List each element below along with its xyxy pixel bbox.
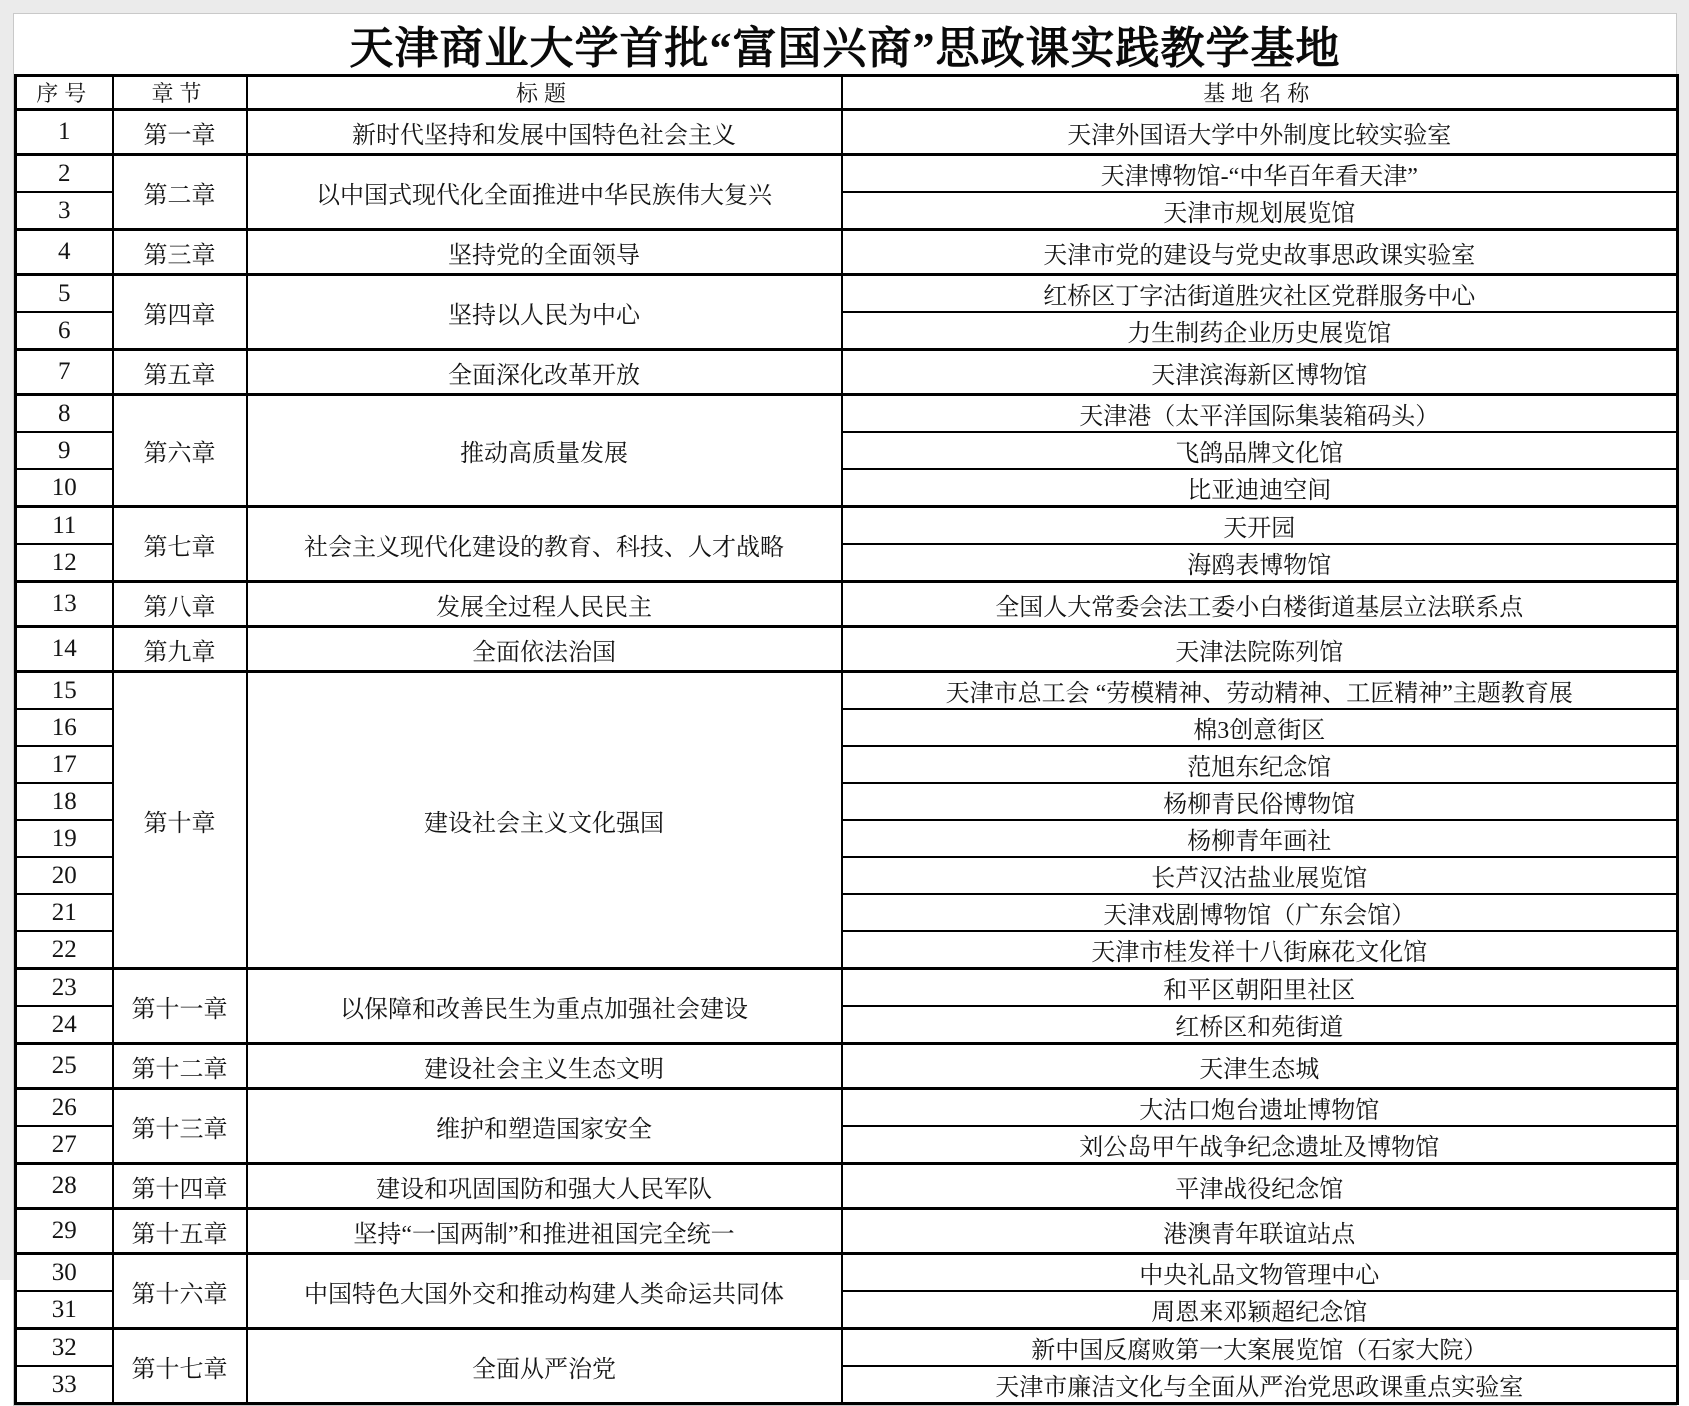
cell-serial: 27 <box>16 1126 113 1164</box>
table-header <box>16 76 1678 110</box>
table-row <box>16 507 1678 545</box>
cell-base-name: 天津法院陈列馆 <box>842 627 1678 672</box>
cell-base-name: 棉3创意街区 <box>842 709 1678 746</box>
table-row <box>16 1254 1678 1292</box>
table-row <box>16 110 1678 155</box>
cell-chapter-title: 全面依法治国 <box>247 627 842 672</box>
cell-base-name: 天津市桂发祥十八街麻花文化馆 <box>842 931 1678 969</box>
cell-serial: 17 <box>16 746 113 783</box>
cell-base-name: 天津市总工会 “劳模精神、劳动精神、工匠精神”主题教育展 <box>842 672 1678 710</box>
cell-serial: 2 <box>16 155 113 193</box>
table-row <box>16 1089 1678 1127</box>
cell-chapter-title: 维护和塑造国家安全 <box>247 1089 842 1164</box>
cell-base-name: 海鸥表博物馆 <box>842 544 1678 582</box>
cell-serial: 20 <box>16 857 113 894</box>
cell-serial: 19 <box>16 820 113 857</box>
cell-chapter: 第七章 <box>113 507 247 582</box>
cell-chapter-title: 建设和巩固国防和强大人民军队 <box>247 1164 842 1209</box>
cell-chapter-title: 坚持党的全面领导 <box>247 230 842 275</box>
cell-serial: 5 <box>16 275 113 313</box>
cell-serial: 21 <box>16 894 113 931</box>
table-row <box>16 350 1678 395</box>
cell-base-name: 红桥区和苑街道 <box>842 1006 1678 1044</box>
cell-base-name: 范旭东纪念馆 <box>842 746 1678 783</box>
spreadsheet <box>13 13 1677 1406</box>
cell-serial: 26 <box>16 1089 113 1127</box>
cell-base-name: 天津生态城 <box>842 1044 1678 1089</box>
cell-serial: 6 <box>16 312 113 350</box>
table-row <box>16 1209 1678 1254</box>
cell-base-name: 杨柳青年画社 <box>842 820 1678 857</box>
column-header-serial: 序号 <box>16 76 113 110</box>
cell-base-name: 比亚迪迪空间 <box>842 469 1678 507</box>
cell-chapter: 第十章 <box>113 672 247 969</box>
cell-base-name: 港澳青年联谊站点 <box>842 1209 1678 1254</box>
table-row <box>16 230 1678 275</box>
cell-base-name: 刘公岛甲午战争纪念遗址及博物馆 <box>842 1126 1678 1164</box>
cell-base-name: 天津戏剧博物馆（广东会馆） <box>842 894 1678 931</box>
cell-serial: 33 <box>16 1366 113 1404</box>
cell-chapter: 第二章 <box>113 155 247 230</box>
cell-base-name: 天津市廉洁文化与全面从严治党思政课重点实验室 <box>842 1366 1678 1404</box>
cell-serial: 9 <box>16 432 113 469</box>
cell-serial: 23 <box>16 969 113 1007</box>
cell-base-name: 飞鸽品牌文化馆 <box>842 432 1678 469</box>
cell-base-name: 天津港（太平洋国际集装箱码头） <box>842 395 1678 433</box>
cell-chapter: 第十七章 <box>113 1329 247 1404</box>
header-row <box>16 76 1678 110</box>
cell-base-name: 天津市规划展览馆 <box>842 192 1678 230</box>
cell-chapter-title: 建设社会主义生态文明 <box>247 1044 842 1089</box>
cell-serial: 14 <box>16 627 113 672</box>
cell-serial: 8 <box>16 395 113 433</box>
cell-serial: 25 <box>16 1044 113 1089</box>
cell-chapter: 第四章 <box>113 275 247 350</box>
cell-base-name: 平津战役纪念馆 <box>842 1164 1678 1209</box>
cell-chapter-title: 以保障和改善民生为重点加强社会建设 <box>247 969 842 1044</box>
cell-chapter-title: 坚持以人民为中心 <box>247 275 842 350</box>
cell-base-name: 长芦汉沽盐业展览馆 <box>842 857 1678 894</box>
cell-serial: 13 <box>16 582 113 627</box>
cell-chapter-title: 发展全过程人民民主 <box>247 582 842 627</box>
column-header-base-name: 基地名称 <box>842 76 1678 110</box>
cell-base-name: 全国人大常委会法工委小白楼街道基层立法联系点 <box>842 582 1678 627</box>
cell-chapter: 第十二章 <box>113 1044 247 1089</box>
cell-serial: 31 <box>16 1291 113 1329</box>
cell-chapter-title: 全面深化改革开放 <box>247 350 842 395</box>
column-header-chapter: 章节 <box>113 76 247 110</box>
cell-serial: 16 <box>16 709 113 746</box>
cell-chapter: 第十五章 <box>113 1209 247 1254</box>
cell-chapter-title: 推动高质量发展 <box>247 395 842 507</box>
cell-chapter-title: 建设社会主义文化强国 <box>247 672 842 969</box>
cell-base-name: 杨柳青民俗博物馆 <box>842 783 1678 820</box>
cell-serial: 30 <box>16 1254 113 1292</box>
table-row <box>16 275 1678 313</box>
cell-base-name: 力生制药企业历史展览馆 <box>842 312 1678 350</box>
cell-chapter-title: 全面从严治党 <box>247 1329 842 1404</box>
page-title: 天津商业大学首批“富国兴商”思政课实践教学基地 <box>349 24 1341 73</box>
cell-chapter: 第十六章 <box>113 1254 247 1329</box>
table-row <box>16 969 1678 1007</box>
cell-chapter-title: 新时代坚持和发展中国特色社会主义 <box>247 110 842 155</box>
cell-serial: 28 <box>16 1164 113 1209</box>
cell-base-name: 和平区朝阳里社区 <box>842 969 1678 1007</box>
cell-base-name: 天津外国语大学中外制度比较实验室 <box>842 110 1678 155</box>
table-row <box>16 582 1678 627</box>
cell-chapter: 第三章 <box>113 230 247 275</box>
table-row <box>16 395 1678 433</box>
cell-chapter: 第八章 <box>113 582 247 627</box>
cell-chapter-title: 中国特色大国外交和推动构建人类命运共同体 <box>247 1254 842 1329</box>
cell-serial: 24 <box>16 1006 113 1044</box>
cell-serial: 12 <box>16 544 113 582</box>
column-header-title: 标题 <box>247 76 842 110</box>
cell-base-name: 天开园 <box>842 507 1678 545</box>
teaching-bases-table <box>14 74 1679 1405</box>
table-row <box>16 627 1678 672</box>
cell-serial: 4 <box>16 230 113 275</box>
cell-serial: 1 <box>16 110 113 155</box>
cell-base-name: 中央礼品文物管理中心 <box>842 1254 1678 1292</box>
cell-chapter: 第六章 <box>113 395 247 507</box>
cell-base-name: 天津博物馆-“中华百年看天津” <box>842 155 1678 193</box>
cell-chapter: 第五章 <box>113 350 247 395</box>
table-row <box>16 1044 1678 1089</box>
cell-chapter: 第九章 <box>113 627 247 672</box>
cell-chapter: 第十一章 <box>113 969 247 1044</box>
cell-serial: 15 <box>16 672 113 710</box>
cell-serial: 18 <box>16 783 113 820</box>
cell-base-name: 大沽口炮台遗址博物馆 <box>842 1089 1678 1127</box>
table-row <box>16 1164 1678 1209</box>
cell-chapter: 第十四章 <box>113 1164 247 1209</box>
cell-chapter: 第一章 <box>113 110 247 155</box>
cell-serial: 3 <box>16 192 113 230</box>
cell-serial: 29 <box>16 1209 113 1254</box>
cell-serial: 11 <box>16 507 113 545</box>
cell-chapter-title: 坚持“一国两制”和推进祖国完全统一 <box>247 1209 842 1254</box>
cell-base-name: 周恩来邓颖超纪念馆 <box>842 1291 1678 1329</box>
table-row <box>16 672 1678 710</box>
cell-serial: 7 <box>16 350 113 395</box>
cell-base-name: 天津市党的建设与党史故事思政课实验室 <box>842 230 1678 275</box>
table-row <box>16 1329 1678 1367</box>
cell-base-name: 新中国反腐败第一大案展览馆（石家大院） <box>842 1329 1678 1367</box>
cell-serial: 32 <box>16 1329 113 1367</box>
cell-serial: 22 <box>16 931 113 969</box>
cell-serial: 10 <box>16 469 113 507</box>
cell-base-name: 天津滨海新区博物馆 <box>842 350 1678 395</box>
cell-base-name: 红桥区丁字沽街道胜灾社区党群服务中心 <box>842 275 1678 313</box>
table-row <box>16 155 1678 193</box>
table-body <box>16 110 1678 1404</box>
cell-chapter-title: 社会主义现代化建设的教育、科技、人才战略 <box>247 507 842 582</box>
cell-chapter: 第十三章 <box>113 1089 247 1164</box>
cell-chapter-title: 以中国式现代化全面推进中华民族伟大复兴 <box>247 155 842 230</box>
